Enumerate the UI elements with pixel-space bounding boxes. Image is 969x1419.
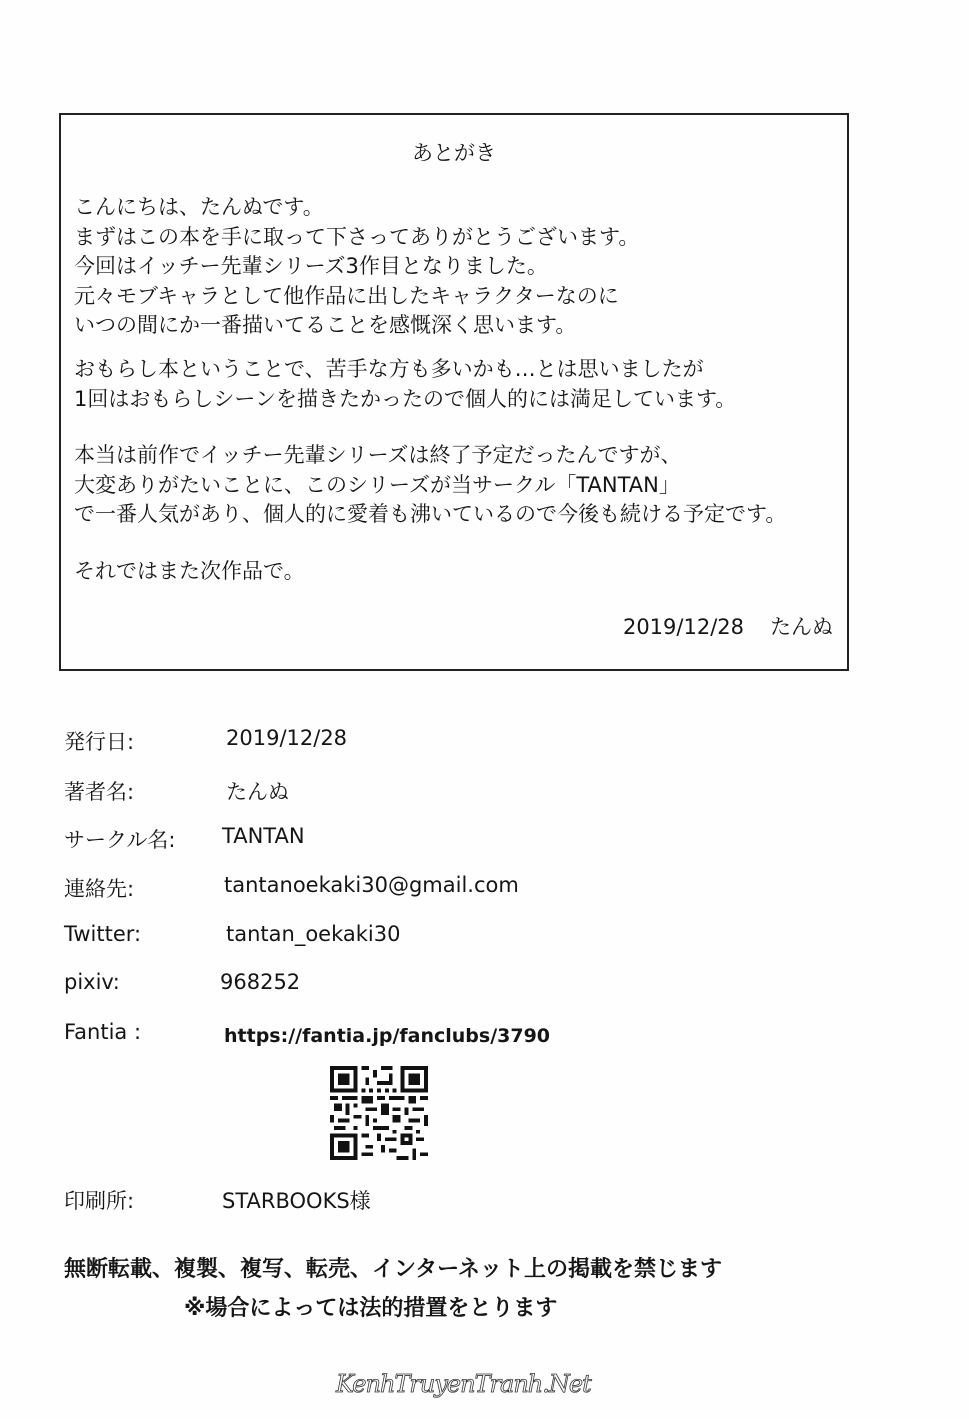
- afterword-paragraph-2: [74, 355, 736, 414]
- afterword-paragraph-3: [74, 441, 786, 530]
- afterword-paragraph-4: [74, 557, 305, 587]
- afterword-paragraph-1: [74, 193, 639, 341]
- circle-value: TANTAN: [222, 824, 305, 848]
- twitter-handle: tantan_oekaki30: [226, 922, 401, 946]
- afterword-box: [59, 113, 849, 671]
- copyright-notice: 無断転載、複製、複写、転売、インターネット上の掲載を禁じます: [64, 1257, 723, 1282]
- pixiv-id: 968252: [220, 970, 301, 994]
- afterword-title: あとがき: [412, 141, 496, 165]
- author-label: 著者名:: [64, 780, 135, 804]
- afterword-line: それではまた次作品で。: [74, 559, 305, 583]
- qr-code-icon: [330, 1066, 428, 1160]
- afterword-line: で一番人気があり、個人的に愛着も沸いているので今後も続ける予定です。: [74, 502, 787, 526]
- circle-label: サークル名:: [64, 828, 176, 852]
- author-value: たんぬ: [226, 780, 289, 804]
- afterword-line: おもらし本ということで、苦手な方も多いかも…とは思いましたが: [74, 357, 704, 381]
- pixiv-label: pixiv:: [64, 970, 120, 994]
- afterword-line: 1回はおもらしシーンを描きたかったので個人的には満足しています。: [74, 386, 737, 411]
- fantia-label: Fantia :: [64, 1020, 142, 1044]
- fantia-url: https://fantia.jp/fanclubs/3790: [224, 1025, 551, 1047]
- afterword-line: 大変ありがたいことに、このシリーズが当サークル「TANTAN」: [74, 472, 680, 497]
- afterword-line: 元々モブキャラとして他作品に出したキャラクターなのに: [74, 283, 619, 308]
- afterword-line: まずはこの本を手に取って下さってありがとうございます。: [74, 224, 640, 249]
- signature-date: 2019/12/28: [622, 615, 744, 639]
- printer-value: STARBOOKS様: [222, 1189, 371, 1213]
- contact-email: tantanoekaki30@gmail.com: [224, 873, 519, 897]
- afterword-line: 本当は前作でイッチー先輩シリーズは終了予定だったんですが、: [74, 443, 682, 467]
- publish-date-label: 発行日:: [64, 730, 135, 754]
- publish-date-value: 2019/12/28: [226, 726, 348, 750]
- afterword-line: 今回はイッチー先輩シリーズ3作目となりました。: [74, 254, 548, 278]
- signature-name: たんぬ: [770, 615, 833, 639]
- watermark: KenhTruyenTranh.Net: [336, 1370, 591, 1398]
- printer-label: 印刷所:: [64, 1189, 135, 1213]
- twitter-label: Twitter:: [64, 922, 142, 946]
- afterword-signature: [623, 611, 833, 641]
- legal-warning: ※場合によっては法的措置をとります: [184, 1296, 558, 1321]
- afterword-line: こんにちは、たんぬです。: [74, 195, 324, 219]
- afterword-line: いつの間にか一番描いてることを感慨深く思います。: [74, 313, 577, 337]
- contact-label: 連絡先:: [64, 877, 135, 901]
